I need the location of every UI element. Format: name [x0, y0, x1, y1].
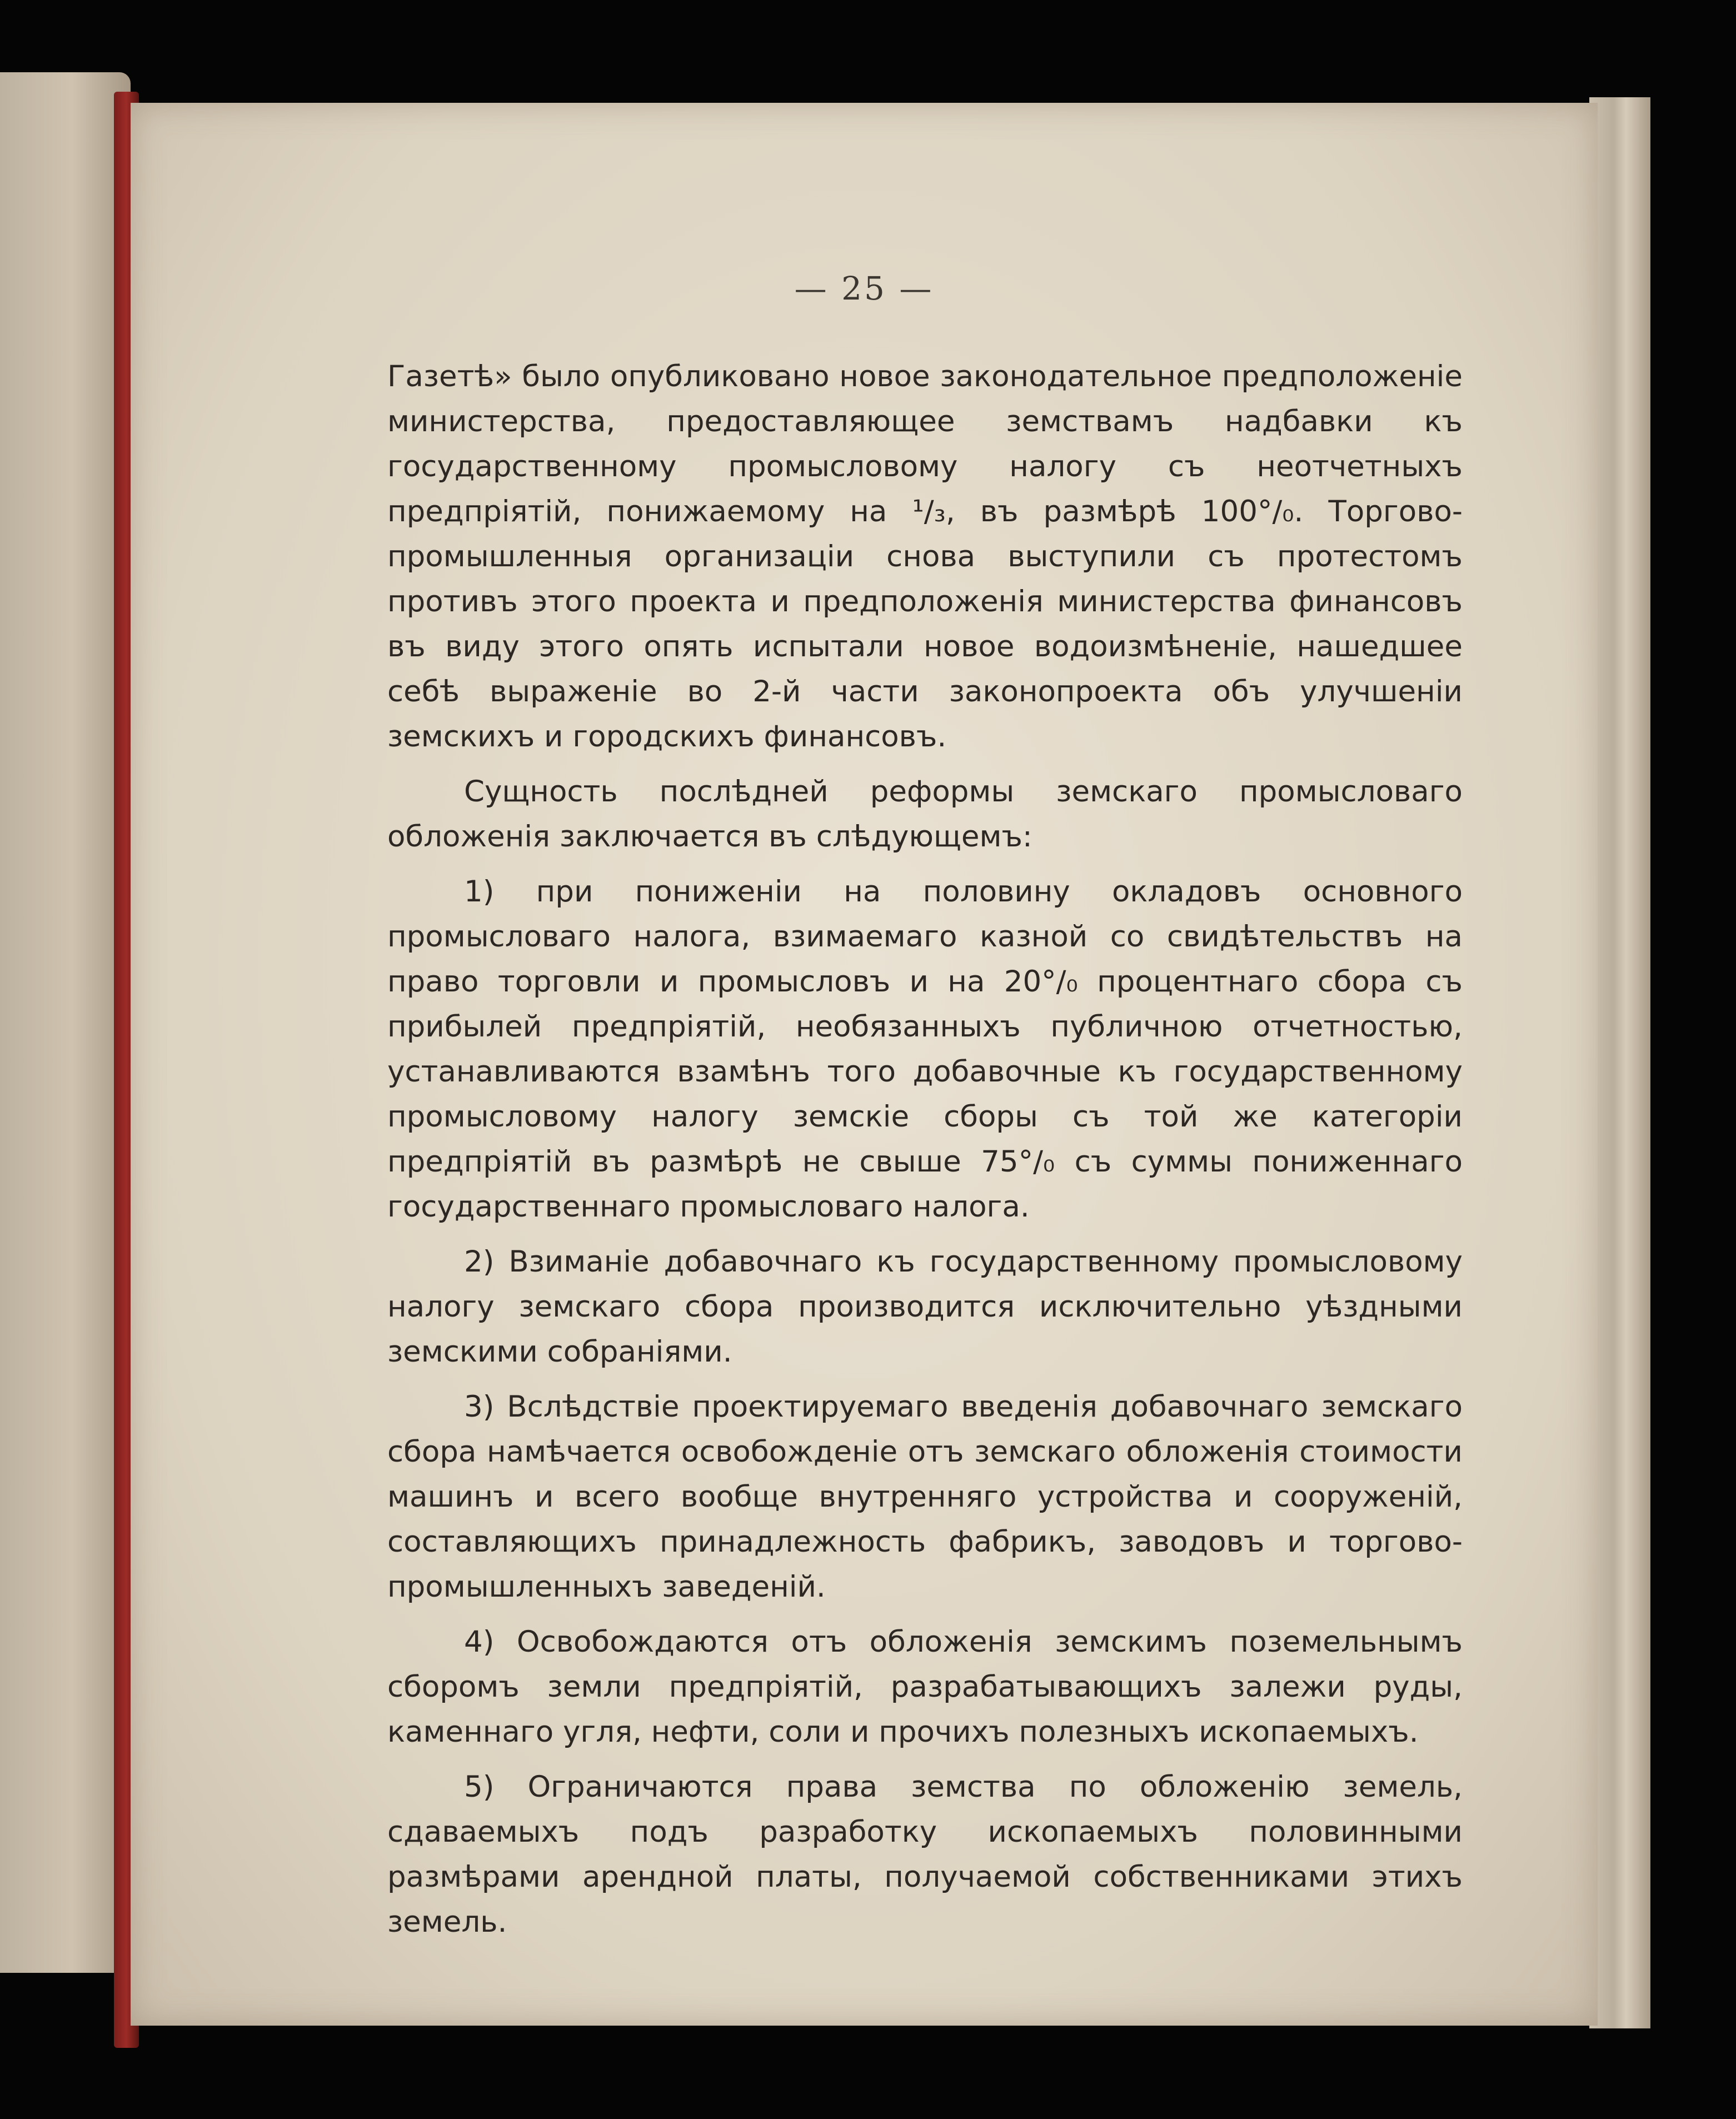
- paragraph-reform-intro: Сущность послѣдней реформы земскаго промысловаго обложенія заключается въ слѣдующемъ:: [387, 775, 1463, 854]
- left-page-edge: [0, 72, 131, 1973]
- page-text: [387, 354, 1463, 1955]
- paragraph-item-4: 4) Освобождаются отъ обложенія земскимъ поземельнымъ сборомъ земли предпріятій, разрабатывающихъ залежи руды, каменнаго угля, нефти, соли и прочихъ полезныхъ ископаемыхъ.: [387, 1625, 1463, 1749]
- paragraph-continuation: Газетѣ» было опубликовано новое законодательное предположеніе министерства, предоставляющее земствамъ надбавки къ государственному промысловому налогу съ неотчетныхъ предпріятій, понижаемому на ¹/₃, въ размѣрѣ 100°/₀. Торгово-промышленныя организаціи снова выступили съ протестомъ противъ этого проекта и предположенія министерства финансовъ въ виду этого опять испытали новое водоизмѣненіе, нашедшее себѣ выраженіе во 2-й части законопроекта объ улучшеніи земскихъ и городскихъ финансовъ.: [387, 360, 1463, 754]
- paragraph-item-2: 2) Взиманіе добавочнаго къ государственному промысловому налогу земскаго сбора производится исключительно уѣздными земскими собраніями.: [387, 1245, 1463, 1369]
- page-number: — 25 —: [794, 270, 934, 307]
- paragraph-item-1: 1) при пониженіи на половину окладовъ основного промысловаго налога, взимаемаго казной со свидѣтельствъ на право торговли и промысловъ и на 20°/₀ процентнаго сбора съ прибылей предпріятій, необязанныхъ публичною отчетностью, устанавливаются взамѣнъ того добавочные къ государственному промысловому налогу земскіе сборы съ той же категоріи предпріятій въ размѣрѣ не свыше 75°/₀ съ суммы пониженнаго государственнаго промысловаго налога.: [387, 875, 1463, 1224]
- page-stack-edge: [1589, 97, 1650, 2028]
- book-page: [131, 103, 1598, 2026]
- paragraph-item-5: 5) Ограничаются права земства по обложенію земель, сдаваемыхъ подъ разработку ископаемыхъ половинными размѣрами арендной платы, получаемой собственниками этихъ земель.: [387, 1770, 1463, 1939]
- paragraph-item-3: 3) Вслѣдствіе проектируемаго введенія добавочнаго земскаго сбора намѣчается освобожденіе отъ земскаго обложенія стоимости машинъ и всего вообще внутренняго устройства и сооруженій, составляющихъ принадлежность фабрикъ, заводовъ и торгово-промышленныхъ заведеній.: [387, 1390, 1463, 1604]
